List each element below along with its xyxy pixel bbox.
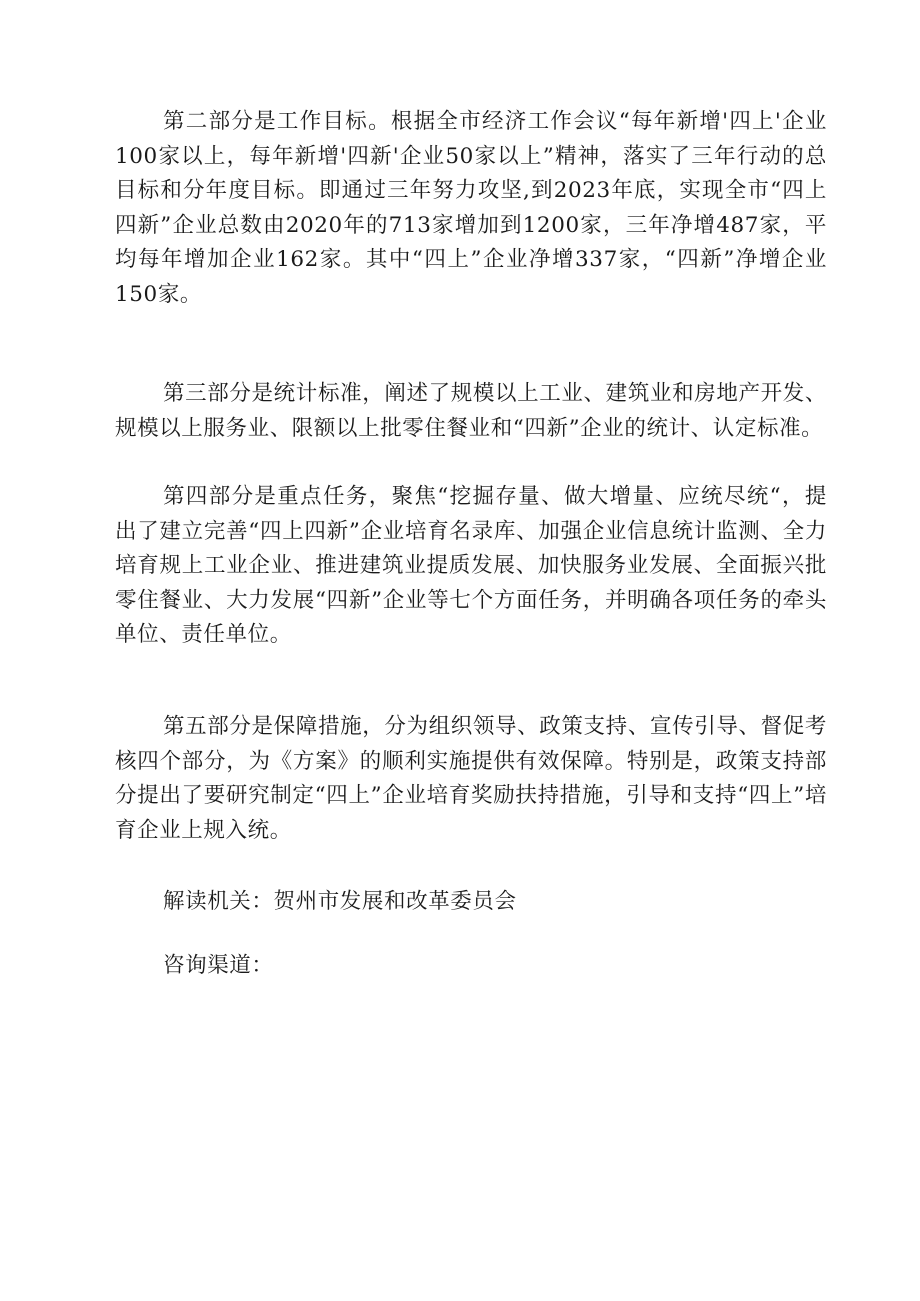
interpreting-agency: 解读机关：贺州市发展和改革委员会 — [163, 889, 517, 914]
paragraph-statistical-standards: 第三部分是统计标准，阐述了规模以上工业、建筑业和房地产开发、规模以上服务业、限额以上批零住餐业和“四新”企业的统计、认定标准。 — [115, 381, 827, 441]
consultation-channel: 咨询渠道： — [163, 953, 274, 978]
paragraph-safeguard-measures: 第五部分是保障措施，分为组织领导、政策支持、宣传引导、督促考核四个部分，为《方案》的顺利实施提供有效保障。特别是，政策支持部分提出了要研究制定“四上”企业培育奖励扶持措施，引导和支持“四上”培育企业上规入统。 — [115, 714, 827, 843]
paragraph-work-targets: 第二部分是工作目标。根据全市经济工作会议“每年新增'四上'企业100家以上，每年新增'四新'企业50家以上”精神，落实了三年行动的总目标和分年度目标。即通过三年努力攻坚,到2023年底，实现全市“四上四新”企业总数由2020年的713家增加到1200家，三年净增487家，平均每年增加企业162家。其中“四上”企业净增337家，“四新”净增企业150家。 — [115, 109, 827, 307]
paragraph-key-tasks: 第四部分是重点任务，聚焦“挖掘存量、做大增量、应统尽统“，提出了建立完善“四上四新”企业培育名录库、加强企业信息统计监测、全力培育规上工业企业、推进建筑业提质发展、加快服务业发展、全面振兴批零住餐业、大力发展“四新”企业等七个方面任务，并明确各项任务的牵头单位、责任单位。 — [115, 484, 827, 647]
